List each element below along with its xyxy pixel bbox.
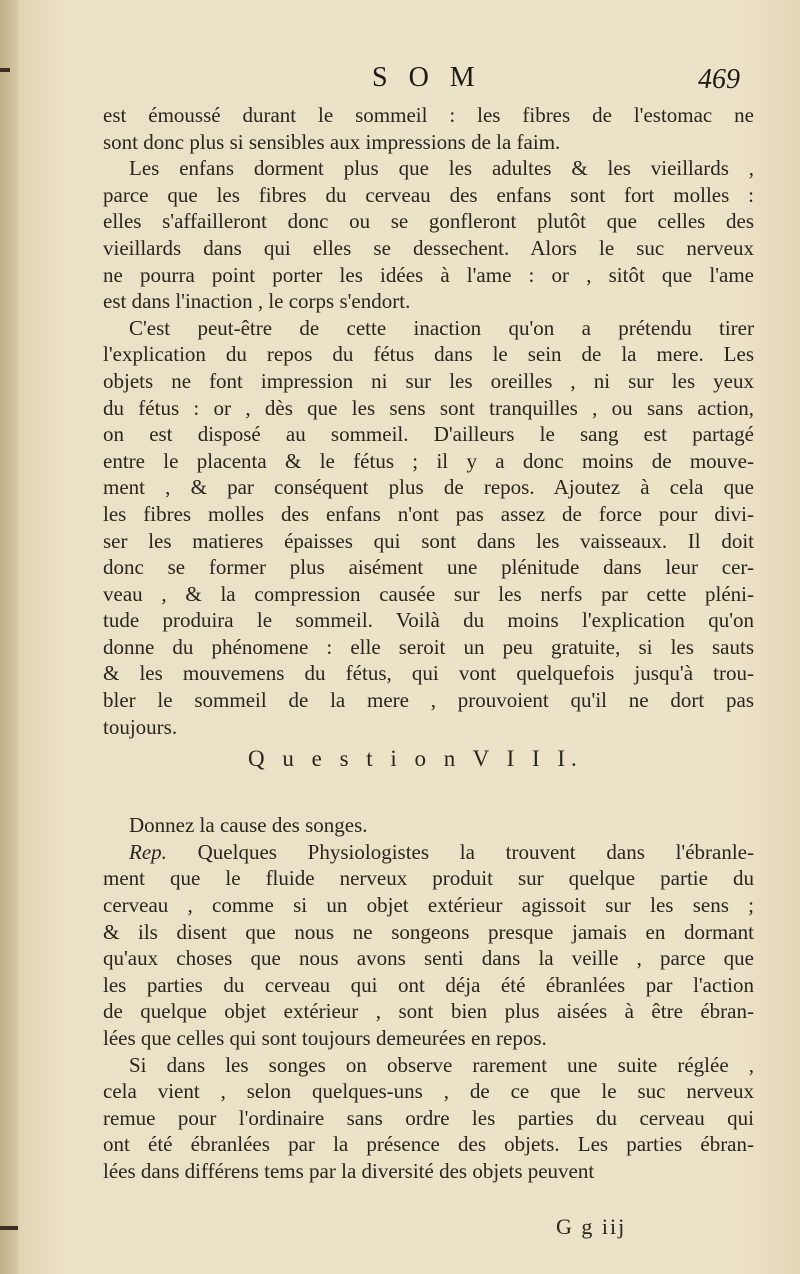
text-line: Donnez la cause des songes.	[129, 813, 368, 838]
text-line: ne pourra point porter les idées à l'ame : or , sitôt que l'ame	[103, 262, 754, 287]
text-line: cela vient , selon quelques-uns , de ce que le suc nerveux	[103, 1079, 754, 1104]
running-head: S O M	[372, 62, 482, 93]
text-line: C'est peut-être de cette inaction qu'on a prétendu tirer	[129, 315, 754, 340]
text-line: est émoussé durant le sommeil : les fibres de l'estomac ne	[103, 103, 754, 127]
text-line: remue pour l'ordinaire sans ordre les parties du cerveau qui	[103, 1105, 754, 1130]
text-line: donne du phénomene : elle seroit un peu gratuite, si les sauts	[103, 634, 754, 659]
text-line: & ils disent que nous ne songeons presque jamais en dormant	[103, 919, 754, 944]
text-line: Si dans les songes on observe rarement une suite réglée ,	[129, 1052, 754, 1077]
text-line: cerveau , comme si un objet extérieur agissoit sur les sens ;	[103, 893, 754, 918]
text-line: lées dans différens tems par la diversité des objets peuvent	[103, 1158, 595, 1183]
question-heading: Q u e s t i o n V I I I.	[248, 746, 583, 772]
text-line: on est disposé au sommeil. D'ailleurs le sang est partagé	[103, 422, 754, 447]
text-line: tude produira le sommeil. Voilà du moins l'explication qu'on	[103, 608, 754, 633]
text-line: ment , & par conséquent plus de repos. Ajoutez à cela que	[103, 475, 754, 500]
page-spine-shadow	[0, 0, 18, 1274]
text-line: Rep. Quelques Physiologistes la trouvent dans l'ébranle-	[129, 839, 755, 864]
body-text	[103, 102, 754, 1185]
text-line: parce que les fibres du cerveau des enfans sont fort molles :	[103, 182, 754, 207]
text-line: l'explication du repos du fétus dans le sein de la mere. Les	[103, 342, 754, 367]
text-line: ment que le fluide nerveux produit sur quelque partie du	[103, 866, 754, 891]
text-line: toujours.	[103, 714, 178, 739]
text-line: objets ne font impression ni sur les oreilles , ni sur les yeux	[103, 368, 754, 393]
text-line: bler le sommeil de la mere , prouvoient qu'il ne dort pas	[103, 688, 754, 713]
text-line: donc se former plus aisément une plénitude dans leur cer-	[103, 555, 754, 580]
text-line: lées que celles qui sont toujours demeurées en repos.	[103, 1026, 547, 1050]
text-line: entre le placenta & le fétus ; il y a donc moins de mouve-	[103, 448, 754, 473]
page-header	[0, 62, 800, 102]
text-line: & les mouvemens du fétus, qui vont quelquefois jusqu'à trou-	[103, 661, 754, 686]
text-line: du fétus : or , dès que les sens sont tranquilles , ou sans action,	[103, 395, 754, 420]
text-line: qu'aux choses que nous avons senti dans la veille , parce que	[103, 946, 754, 971]
text-line: Les enfans dorment plus que les adultes & les vieillards ,	[129, 156, 754, 181]
catchword: G g iij	[556, 1214, 627, 1239]
reply-label: Rep.	[129, 839, 198, 864]
text-line: ont été ébranlées par la présence des objets. Les parties ébran-	[103, 1132, 754, 1157]
text-line: veau , & la compression causée sur les nerfs par cette pléni-	[103, 581, 754, 606]
text-line: de quelque objet extérieur , sont bien plus aisées à être ébran-	[103, 999, 754, 1024]
text-line: les fibres molles des enfans n'ont pas assez de force pour divi-	[103, 501, 754, 526]
text-line: vieillards dans qui elles se dessechent. Alors le suc nerveux	[103, 235, 754, 260]
text-line: ser les matieres épaisses qui sont dans les vaisseaux. Il doit	[103, 528, 754, 553]
text-line: est dans l'inaction , le corps s'endort.	[103, 289, 411, 314]
text-line: les parties du cerveau qui ont déja été ébranlées par l'action	[103, 972, 754, 997]
page-number: 469	[698, 64, 740, 95]
text-line: elles s'affailleront donc ou se gonfleront plutôt que celles des	[103, 209, 754, 234]
text-line: sont donc plus si sensibles aux impressions de la faim.	[103, 129, 561, 154]
margin-mark	[0, 1226, 18, 1230]
